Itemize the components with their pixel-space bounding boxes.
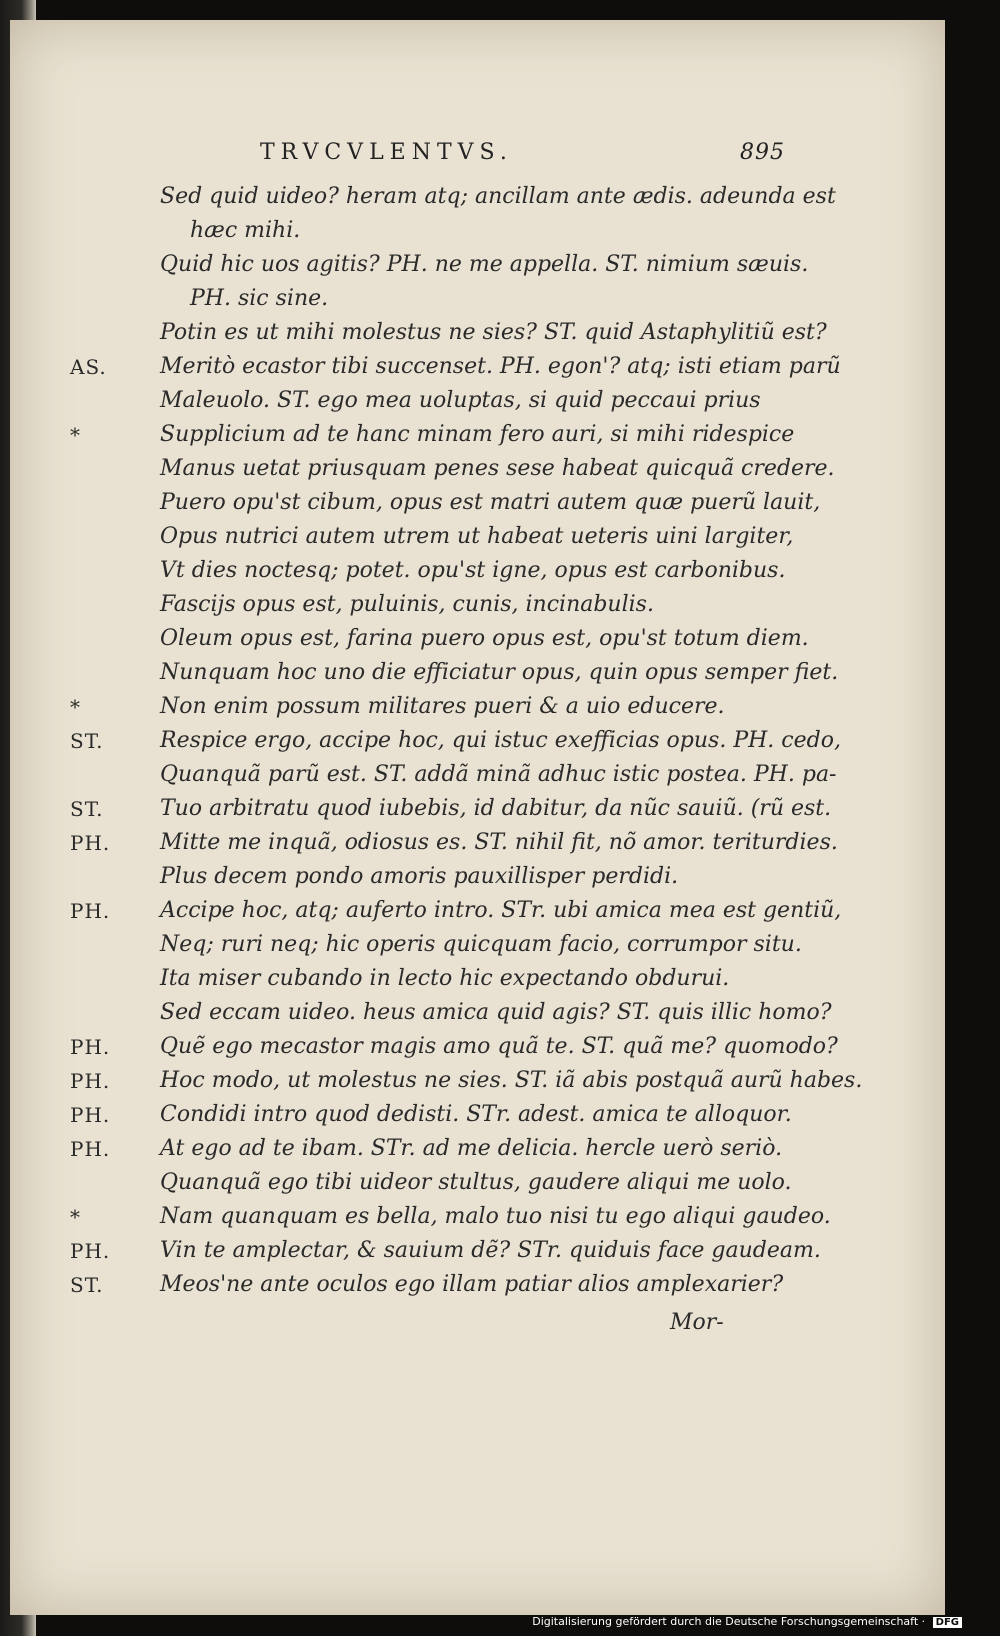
speaker-label: PH. — [70, 1035, 111, 1059]
line-text: Quẽ ego mecastor magis amo quã te. ST. quã me? quomodo? — [160, 1034, 838, 1059]
running-title: TRVCVLENTVS. — [260, 140, 513, 165]
speaker-label: AS. — [70, 355, 107, 379]
text-line — [10, 894, 945, 928]
line-text: Quid hic uos agitis? PH. ne me appella. ST. nimium sæuis. — [160, 252, 809, 277]
line-text: Opus nutrici autem utrem ut habeat ueteris uini largiter, — [160, 524, 794, 549]
text-line — [10, 384, 945, 418]
text-line — [10, 690, 945, 724]
line-text: Vin te amplectar, & sauium dẽ? STr. quiduis face gaudeam. — [160, 1238, 821, 1263]
text-line — [10, 1234, 945, 1268]
catchword: Mor- — [670, 1310, 724, 1335]
line-text: Accipe hoc, atq; auferto intro. STr. ubi amica mea est gentiũ, — [160, 898, 842, 923]
speaker-label: PH. — [70, 1239, 111, 1263]
text-line — [10, 452, 945, 486]
running-header — [260, 140, 820, 168]
text-line — [10, 860, 945, 894]
text-line — [10, 1064, 945, 1098]
text-line — [10, 588, 945, 622]
line-text: Mitte me inquã, odiosus es. ST. nihil fit, nõ amor. teriturdies. — [160, 830, 838, 855]
text-line — [10, 248, 945, 282]
dfg-logo: DFG — [933, 1617, 962, 1628]
line-text: Meritò ecastor tibi succenset. PH. egon'? atq; isti etiam parũ — [160, 354, 841, 379]
line-text: Oleum opus est, farina puero opus est, opu'st totum diem. — [160, 626, 809, 651]
line-text: Maleuolo. ST. ego mea uoluptas, si quid peccaui prius — [160, 388, 761, 413]
book-page — [10, 20, 945, 1615]
text-block — [10, 180, 945, 1302]
line-text: Non enim possum militares pueri & a uio educere. — [160, 694, 725, 719]
line-text: Puero opu'st cibum, opus est matri autem quæ puerũ lauit, — [160, 490, 821, 515]
speaker-label: ST. — [70, 797, 104, 821]
speaker-label: * — [70, 695, 81, 719]
line-text: Nunquam hoc uno die efficiatur opus, quin opus semper fiet. — [160, 660, 839, 685]
line-text: Manus uetat priusquam penes sese habeat quicquã credere. — [160, 456, 835, 481]
line-text: Ita miser cubando in lecto hic expectando obdurui. — [160, 966, 730, 991]
text-line — [10, 996, 945, 1030]
line-text: Neq; ruri neq; hic operis quicquam facio, corrumpor situ. — [160, 932, 802, 957]
text-line — [10, 1200, 945, 1234]
line-text: Nam quanquam es bella, malo tuo nisi tu ego aliqui gaudeo. — [160, 1204, 831, 1229]
text-line — [10, 486, 945, 520]
speaker-label: * — [70, 423, 81, 447]
line-text: Hoc modo, ut molestus ne sies. ST. iã abis postquã aurũ habes. — [160, 1068, 863, 1093]
speaker-label: PH. — [70, 1103, 111, 1127]
page-number: 895 — [740, 140, 785, 165]
line-text: PH. sic sine. — [190, 286, 329, 311]
line-text: Sed eccam uideo. heus amica quid agis? ST. quis illic homo? — [160, 1000, 832, 1025]
speaker-label: PH. — [70, 1069, 111, 1093]
text-line — [10, 724, 945, 758]
speaker-label: PH. — [70, 899, 111, 923]
line-text: At ego ad te ibam. STr. ad me delicia. hercle uerò seriò. — [160, 1136, 783, 1161]
text-line — [10, 214, 945, 248]
speaker-label: PH. — [70, 831, 111, 855]
text-line — [10, 1132, 945, 1166]
text-line — [10, 826, 945, 860]
text-line — [10, 1030, 945, 1064]
text-line — [10, 928, 945, 962]
speaker-label: ST. — [70, 1273, 104, 1297]
text-line — [10, 758, 945, 792]
speaker-label: * — [70, 1205, 81, 1229]
text-line — [10, 1098, 945, 1132]
line-text: Potin es ut mihi molestus ne sies? ST. quid Astaphylitiũ est? — [160, 320, 827, 345]
line-text: Plus decem pondo amoris pauxillisper perdidi. — [160, 864, 679, 889]
line-text: Quanquã ego tibi uideor stultus, gaudere aliqui me uolo. — [160, 1170, 792, 1195]
footer — [532, 1615, 962, 1628]
text-line — [10, 962, 945, 996]
text-line — [10, 656, 945, 690]
text-line — [10, 554, 945, 588]
text-line — [10, 350, 945, 384]
text-line — [10, 180, 945, 214]
line-text: Vt dies noctesq; potet. opu'st igne, opus est carbonibus. — [160, 558, 786, 583]
line-text: Respice ergo, accipe hoc, qui istuc exefficias opus. PH. cedo, — [160, 728, 841, 753]
line-text: Condidi intro quod dedisti. STr. adest. amica te alloquor. — [160, 1102, 792, 1127]
line-text: Meos'ne ante oculos ego illam patiar alios amplexarier? — [160, 1272, 784, 1297]
text-line — [10, 622, 945, 656]
speaker-label: PH. — [70, 1137, 111, 1161]
text-line — [10, 1166, 945, 1200]
text-line — [10, 418, 945, 452]
text-line — [10, 520, 945, 554]
text-line — [10, 316, 945, 350]
line-text: Fascijs opus est, puluinis, cunis, incinabulis. — [160, 592, 654, 617]
footer-text: Digitalisierung gefördert durch die Deutsche Forschungsgemeinschaft · — [532, 1615, 926, 1628]
line-text: Tuo arbitratu quod iubebis, id dabitur, da nũc sauiũ. (rũ est. — [160, 796, 832, 821]
text-line — [10, 1268, 945, 1302]
line-text: Supplicium ad te hanc minam fero auri, si mihi ridespice — [160, 422, 795, 447]
line-text: hæc mihi. — [190, 218, 301, 243]
text-line — [10, 282, 945, 316]
line-text: Sed quid uideo? heram atq; ancillam ante ædis. adeunda est — [160, 184, 836, 209]
line-text: Quanquã parũ est. ST. addã minã adhuc istic postea. PH. pa- — [160, 762, 837, 787]
speaker-label: ST. — [70, 729, 104, 753]
text-line — [10, 792, 945, 826]
